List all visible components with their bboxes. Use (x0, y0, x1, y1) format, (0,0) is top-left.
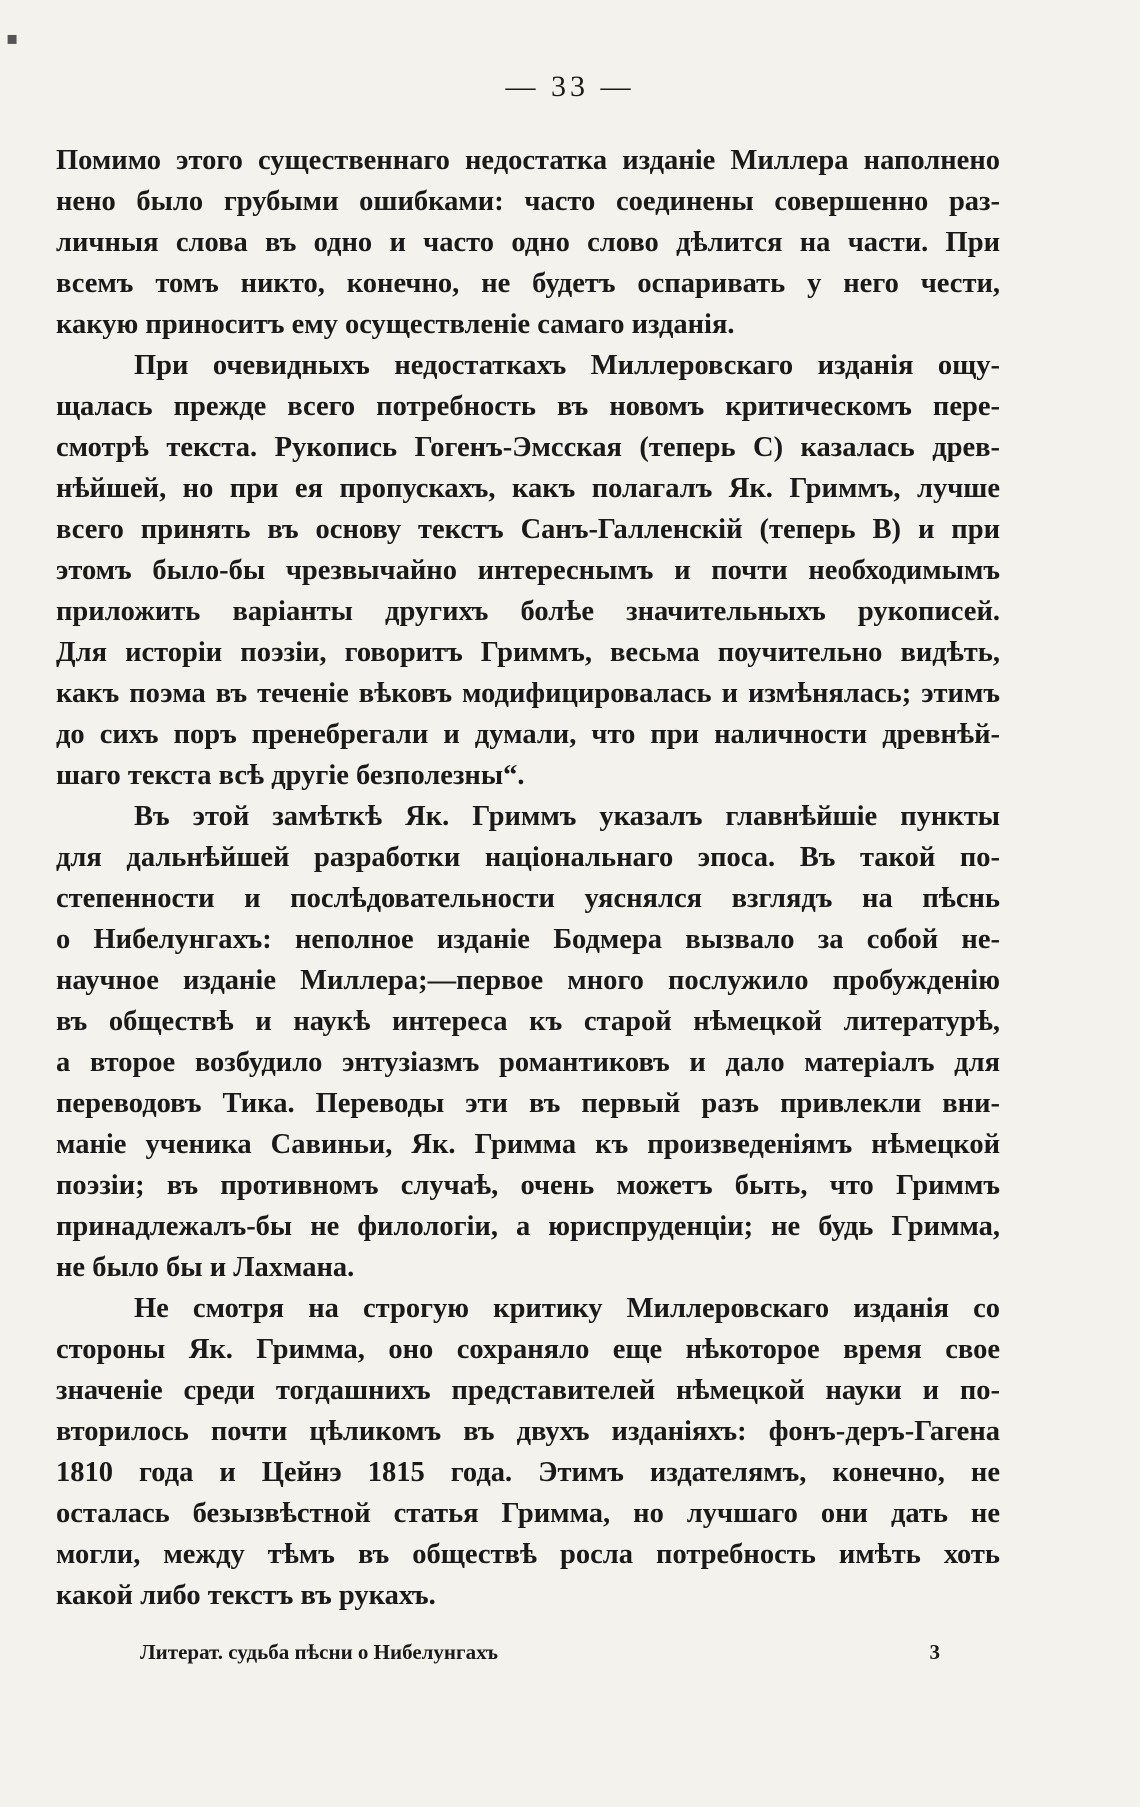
text-line: принадлежалъ-бы не филологіи, а юриспруденціи; не будь Гримма, (56, 1211, 1000, 1242)
text-line: Помимо этого существеннаго недостатка изданіе Миллера наполнено (56, 145, 1000, 176)
text-line: этомъ было-бы чрезвычайно интереснымъ и почти необходимымъ (56, 555, 1000, 586)
text-line: нѣйшей, но при ея пропускахъ, какъ полагалъ Як. Гриммъ, лучше (56, 473, 1000, 504)
text-line: нено было грубыми ошибками: часто соединены совершенно раз- (56, 186, 1000, 217)
page-number: — 33 — (505, 70, 635, 103)
text-line: поэзіи; въ противномъ случаѣ, очень можетъ быть, что Гриммъ (56, 1170, 1000, 1201)
text-line: шаго текста всѣ другіе безполезны“. (56, 760, 525, 791)
page-footer (140, 1640, 940, 1665)
text-line: При очевидныхъ недостаткахъ Миллеровскаго изданія ощу- (134, 350, 1000, 381)
footer-title: Литерат. судьба пѣсни о Нибелунгахъ (140, 1640, 499, 1664)
text-line: осталась безызвѣстной статья Гримма, но лучшаго они дать не (56, 1498, 1000, 1529)
text-line: до сихъ поръ пренебрегали и думали, что при наличности древнѣй- (56, 719, 1000, 750)
text-line: значеніе среди тогдашнихъ представителей нѣмецкой науки и по- (56, 1375, 1000, 1406)
text-line: для дальнѣйшей разработки національнаго эпоса. Въ такой по- (56, 842, 1000, 873)
text-line: могли, между тѣмъ въ обществѣ росла потребность имѣть хоть (56, 1539, 1000, 1570)
text-line: приложить варіанты другихъ болѣе значительныхъ рукописей. (56, 596, 1000, 627)
text-line: Не смотря на строгую критику Миллеровскаго изданія со (134, 1293, 1000, 1324)
text-line: какой либо текстъ въ рукахъ. (56, 1580, 436, 1611)
text-line: всемъ томъ никто, конечно, не будетъ оспаривать у него чести, (56, 268, 1000, 299)
text-line: Въ этой замѣткѣ Як. Гриммъ указалъ главнѣйшіе пункты (134, 801, 1000, 832)
text-line: въ обществѣ и наукѣ интереса къ старой нѣмецкой литературѣ, (56, 1006, 1000, 1037)
text-line: смотрѣ текста. Рукопись Гогенъ-Эмсская (теперь C) казалась древ- (56, 432, 1000, 463)
text-line: какую приноситъ ему осуществленіе самаго изданія. (56, 309, 735, 340)
text-line: личныя слова въ одно и часто одно слово дѣлится на части. При (56, 227, 1000, 258)
text-line: вторилось почти цѣликомъ въ двухъ изданіяхъ: фонъ-деръ-Гагена (56, 1416, 1000, 1447)
text-line: всего принять въ основу текстъ Санъ-Галленскій (теперь B) и при (56, 514, 1000, 545)
text-line: Для исторіи поэзіи, говоритъ Гриммъ, весьма поучительно видѣть, (56, 637, 1000, 668)
text-line: стороны Як. Гримма, оно сохраняло еще нѣкоторое время свое (56, 1334, 1000, 1365)
text-line: не было бы и Лахмана. (56, 1252, 355, 1283)
text-line: а второе возбудило энтузіазмъ романтиковъ и дало матеріалъ для (56, 1047, 1000, 1078)
text-line: маніе ученика Савиньи, Як. Гримма къ произведеніямъ нѣмецкой (56, 1129, 1000, 1160)
text-line: степенности и послѣдовательности уяснялся взглядъ на пѣснь (56, 883, 1000, 914)
text-line: какъ поэма въ теченіе вѣковъ модифицировалась и измѣнялась; этимъ (56, 678, 1000, 709)
text-line: щалась прежде всего потребность въ новомъ критическомъ пере- (56, 391, 1000, 422)
text-line: о Нибелунгахъ: неполное изданіе Бодмера вызвало за собой не- (56, 924, 1000, 955)
body-text (56, 140, 1000, 1616)
text-line: научное изданіе Миллера;—первое много послужило пробужденію (56, 965, 1000, 996)
signature-mark: 3 (929, 1640, 940, 1664)
text-line: 1810 года и Цейнэ 1815 года. Этимъ издателямъ, конечно, не (56, 1457, 1000, 1488)
text-line: переводовъ Тика. Переводы эти въ первый разъ привлекли вни- (56, 1088, 1000, 1119)
specks: ▪ (6, 28, 19, 49)
